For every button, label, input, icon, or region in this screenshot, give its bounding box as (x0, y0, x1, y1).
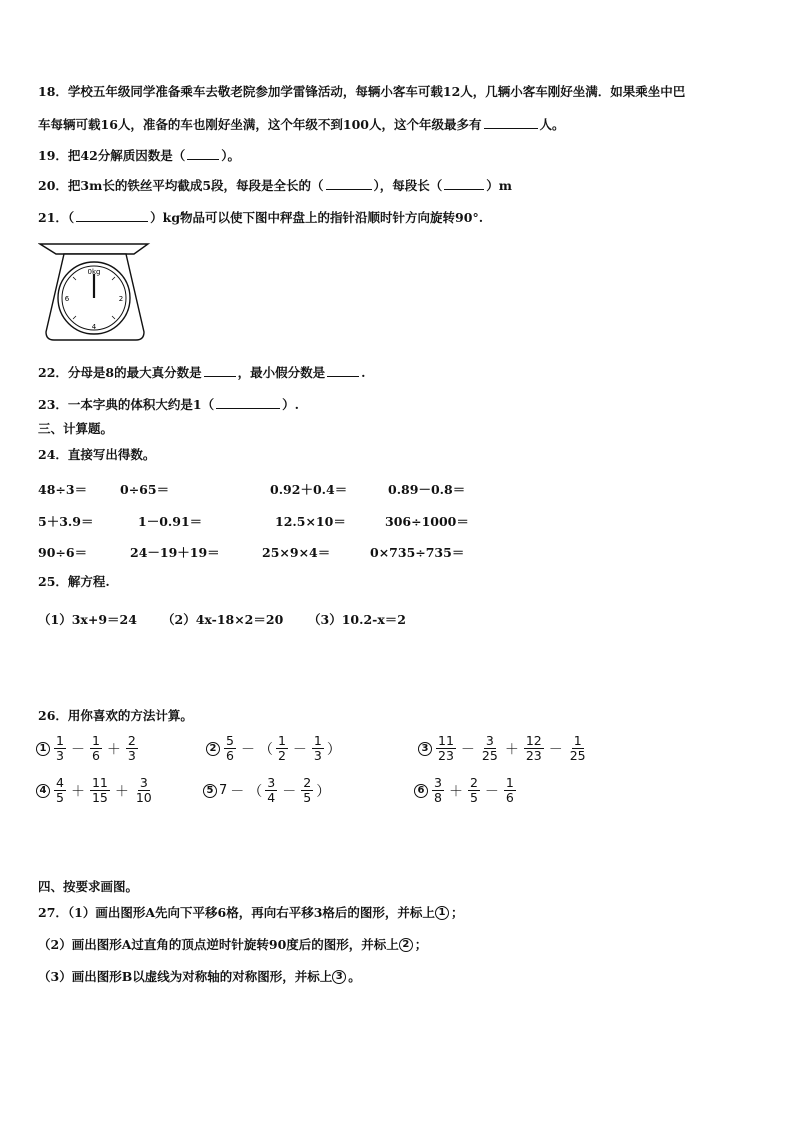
kitchen-scale-figure (38, 240, 152, 344)
calc-item: 0.92＋0.4＝ (270, 482, 348, 497)
question-27-text-1: 27．（1）画出图形A先向下平移6格，再向右平移3格后的图形，并标上 (38, 905, 435, 920)
question-27-end-1: ； (450, 905, 464, 920)
fraction: $\frac{1}{6}$ (505, 775, 514, 805)
fraction: $\frac{1}{3}$ (56, 733, 64, 763)
question-18-line-2 (38, 116, 565, 133)
answer-blank[interactable] (484, 116, 538, 129)
expression-5 (203, 776, 331, 805)
paren-right: ） (316, 783, 331, 800)
answer-blank[interactable] (204, 364, 236, 377)
calc-item: 90÷6＝ (38, 545, 88, 560)
answer-blank[interactable] (327, 364, 359, 377)
question-22 (38, 364, 365, 381)
answer-blank[interactable] (216, 396, 280, 409)
question-19-text: 19．把42分解质因数是（ (38, 148, 186, 163)
whole-number: 7 (219, 783, 228, 798)
circled-number-3: 3 (332, 970, 346, 984)
operator: － (230, 783, 245, 800)
question-27-part-2 (38, 937, 427, 953)
question-20 (38, 177, 512, 194)
operator: ＋ (106, 741, 121, 758)
question-23-text: 23．一本字典的体积大约是1（ (38, 397, 215, 412)
operator: － (240, 741, 255, 758)
fraction: $\frac{5}{6}$ (226, 733, 234, 763)
section-4-title: 四、按要求画图。 (38, 879, 139, 894)
answer-blank[interactable] (444, 177, 484, 190)
fraction: $\frac{1}{2}$ (277, 733, 286, 763)
calc-item: 12.5×10＝ (275, 514, 346, 529)
calc-item: 24－19＋19＝ (130, 545, 220, 560)
question-27-end-2: ； (414, 937, 428, 952)
calc-item: 25×9×4＝ (262, 545, 331, 560)
question-21-text: 21．（ (38, 210, 75, 225)
question-18-line-1 (38, 84, 685, 100)
fraction: $\frac{1}{6}$ (91, 733, 100, 763)
question-25-text: 25．解方程. (38, 574, 110, 589)
expression-4 (36, 776, 156, 805)
question-23-end: ）. (282, 397, 299, 412)
scale-label-zero: 0kg (87, 268, 101, 276)
calc-item: 48÷3＝ (38, 482, 88, 497)
scale-label-2: 2 (118, 295, 124, 303)
circled-number-1: 1 (435, 906, 449, 920)
question-26-title (38, 708, 193, 724)
fraction: $\frac{4}{5}$ (56, 775, 64, 805)
circled-number-4: 4 (36, 784, 50, 798)
question-18-unit: 人。 (539, 117, 565, 132)
fraction: $\frac{2}{3}$ (127, 733, 136, 763)
expression-6 (414, 776, 518, 805)
question-18-text-2: 车每辆可载16人，准备的车也刚好坐满，这个年级不到100人，这个年级最多有 (38, 117, 482, 132)
answer-blank[interactable] (187, 147, 219, 160)
calc-item: 306÷1000＝ (385, 514, 469, 529)
fraction: $\frac{3}{25}$ (481, 733, 498, 763)
paren-right: ） (326, 741, 341, 758)
question-20-text-2: ），每段长（ (373, 178, 443, 193)
question-22-text: 22．分母是8的最大真分数是 (38, 365, 202, 380)
section-4-heading (38, 879, 138, 895)
circled-number-5: 5 (203, 784, 217, 798)
circled-number-3: 3 (418, 742, 432, 756)
operator: ＋ (114, 783, 129, 800)
question-18-text: 18．学校五年级同学准备乘车去敬老院参加学雷锋活动，每辆小客车可载12人，几辆小客车刚好坐满．如果乘坐中巴 (38, 84, 686, 99)
question-19-end: ）。 (221, 148, 241, 163)
circled-number-6: 6 (414, 784, 428, 798)
fraction: $\frac{2}{5}$ (469, 775, 478, 805)
equation-item: （3）10.2-x＝2 (308, 612, 406, 627)
operator: ＋ (70, 783, 85, 800)
operator: － (548, 741, 563, 758)
fraction: $\frac{1}{25}$ (569, 733, 586, 763)
question-24-text: 24．直接写出得数。 (38, 447, 156, 462)
fraction: $\frac{1}{3}$ (313, 733, 322, 763)
operator: － (292, 741, 307, 758)
question-27-end-3: 。 (348, 969, 361, 984)
operator: － (70, 741, 85, 758)
operator: ＋ (504, 741, 519, 758)
question-27-text-2: （2）画出图形A过直角的顶点逆时针旋转90度后的图形，并标上 (38, 937, 399, 952)
paren-left: （ (258, 741, 273, 758)
circled-number-2: 2 (206, 742, 220, 756)
section-3-title: 三、计算题。 (38, 421, 114, 436)
fraction: $\frac{2}{5}$ (303, 775, 312, 805)
question-26-text: 26．用你喜欢的方法计算。 (38, 708, 193, 723)
operator: － (282, 783, 297, 800)
scale-label-6: 6 (64, 295, 70, 303)
paren-left: （ (248, 783, 263, 800)
answer-blank[interactable] (76, 209, 148, 222)
scale-pan (40, 244, 148, 254)
answer-blank[interactable] (326, 177, 372, 190)
calc-item: 1－0.91＝ (138, 514, 203, 529)
question-27-part-3 (38, 969, 361, 985)
question-27-part-1 (38, 905, 463, 921)
calc-item: 5＋3.9＝ (38, 514, 94, 529)
expression-1 (36, 734, 140, 763)
question-27-text-3: （3）画出图形B以虚线为对称轴的对称图形，并标上 (38, 969, 333, 984)
question-19 (38, 147, 240, 164)
question-23 (38, 396, 299, 413)
operator: ＋ (448, 783, 463, 800)
question-21 (38, 209, 483, 226)
question-22-end: . (361, 365, 366, 380)
fraction: $\frac{3}{10}$ (135, 775, 152, 805)
fraction: $\frac{3}{8}$ (434, 775, 442, 805)
fraction: $\frac{11}{15}$ (91, 775, 108, 805)
circled-number-2: 2 (399, 938, 413, 952)
section-3-heading (38, 421, 113, 437)
operator: － (460, 741, 475, 758)
fraction: $\frac{11}{23}$ (438, 733, 454, 763)
calc-item: 0÷65＝ (120, 482, 170, 497)
fraction: $\frac{12}{23}$ (525, 733, 542, 763)
circled-number-1: 1 (36, 742, 50, 756)
expression-3 (418, 734, 590, 763)
calc-item: 0.89－0.8＝ (388, 482, 466, 497)
expression-2 (206, 734, 342, 763)
calc-item: 0×735÷735＝ (370, 545, 465, 560)
question-20-unit: ）m (486, 178, 513, 193)
operator: － (484, 783, 499, 800)
question-25-title (38, 574, 110, 590)
scale-label-4: 4 (91, 323, 97, 331)
question-21-text-2: ）kg物品可以使下图中秤盘上的指针沿顺时针方向旋转90°. (150, 210, 484, 225)
question-24-title (38, 447, 155, 463)
fraction: $\frac{3}{4}$ (267, 775, 276, 805)
question-20-text: 20．把3m长的铁丝平均截成5段，每段是全长的（ (38, 178, 324, 193)
equation-item: （1）3x+9＝24 (38, 612, 137, 627)
question-22-text-2: ，最小假分数是 (237, 365, 326, 380)
equation-item: （2）4x-18×2＝20 (162, 612, 284, 627)
